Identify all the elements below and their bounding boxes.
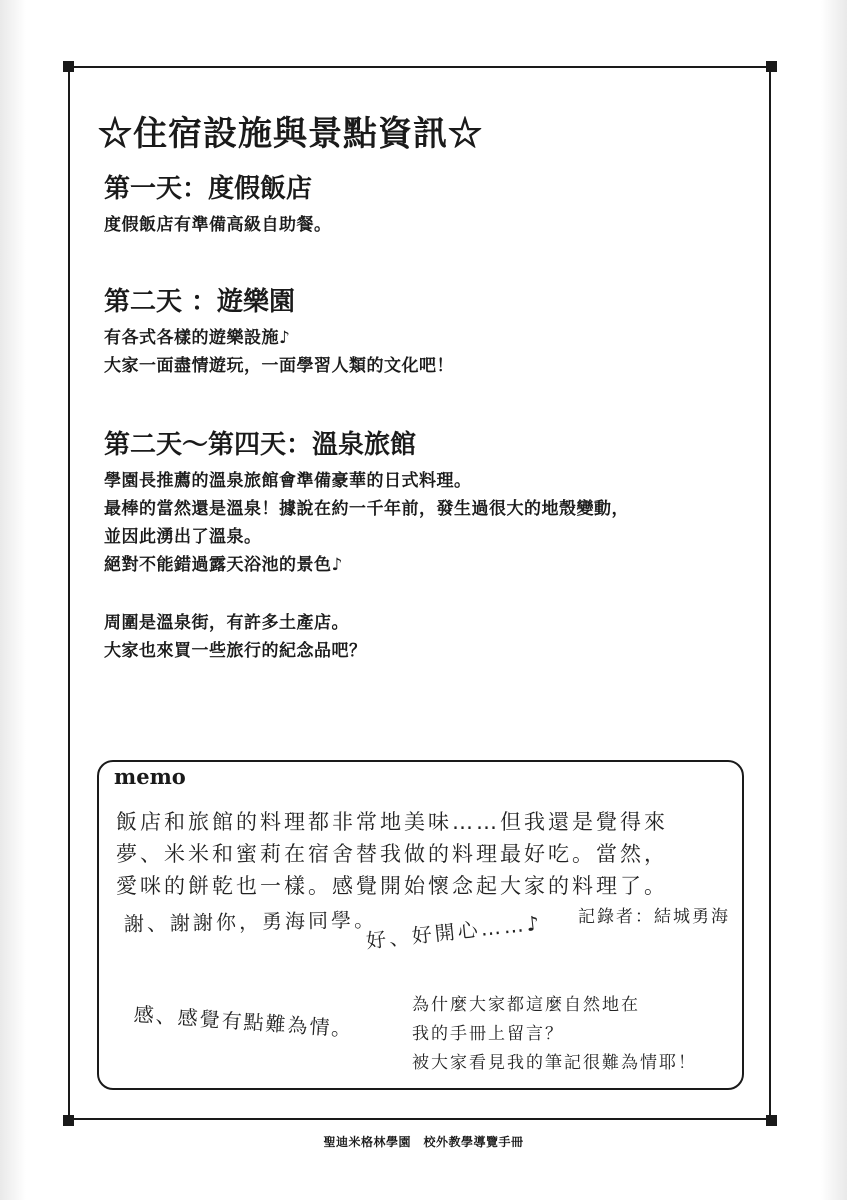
memo-recorder: 記錄者：結城勇海 — [578, 907, 730, 927]
day2-line: 有各式各樣的遊樂設施♪ — [104, 328, 291, 348]
memo-question-line: 我的手冊上留言？ — [412, 1024, 564, 1044]
frame-corner-bottom-right — [766, 1115, 777, 1126]
frame-corner-bottom-left — [63, 1115, 74, 1126]
page-footer: 聖迪米格林學園 校外教學導覽手冊 — [323, 1135, 524, 1149]
day3-line: 周圍是溫泉街，有許多土產店。 — [104, 613, 349, 633]
day2-line: 大家一面盡情遊玩，一面學習人類的文化吧！ — [104, 356, 454, 376]
memo-question-line: 為什麼大家都這麼自然地在 — [412, 995, 640, 1015]
day3-line: 最棒的當然還是溫泉！據說在約一千年前，發生過很大的地殼變動， — [104, 499, 629, 519]
day3-heading: 第二天～第四天：溫泉旅館 — [104, 430, 417, 460]
day3-line: 絕對不能錯過露天浴池的景色♪ — [104, 555, 343, 575]
memo-comment-happy: 好、好開心……♪ — [364, 910, 544, 953]
day3-line: 大家也來買一些旅行的紀念品吧？ — [104, 641, 367, 661]
page-title: ☆住宿設施與景點資訊☆ — [98, 114, 483, 154]
memo-label: memo — [114, 764, 186, 789]
memo-entry-line: 夢、米米和蜜莉在宿舍替我做的料理最好吃。當然， — [116, 842, 668, 866]
memo-comment-thanks: 謝、謝謝你，勇海同學。 — [123, 907, 378, 936]
day1-line: 度假飯店有準備高級自助餐。 — [104, 215, 332, 235]
day2-heading: 第二天 ：遊樂園 — [104, 287, 296, 317]
day3-line: 學園長推薦的溫泉旅館會準備豪華的日式料理。 — [104, 471, 472, 491]
memo-entry-line: 飯店和旅館的料理都非常地美味……但我還是覺得來 — [116, 810, 668, 834]
frame-corner-top-right — [766, 61, 777, 72]
memo-comment-shy: 感、感覺有點難為情。 — [133, 1002, 355, 1042]
day1-heading: 第一天：度假飯店 — [104, 174, 313, 204]
memo-entry-line: 愛咪的餅乾也一樣。感覺開始懷念起大家的料理了。 — [116, 874, 668, 898]
memo-question-line: 被大家看見我的筆記很難為情耶！ — [412, 1053, 697, 1073]
day3-line: 並因此湧出了溫泉。 — [104, 527, 262, 547]
frame-corner-top-left — [63, 61, 74, 72]
